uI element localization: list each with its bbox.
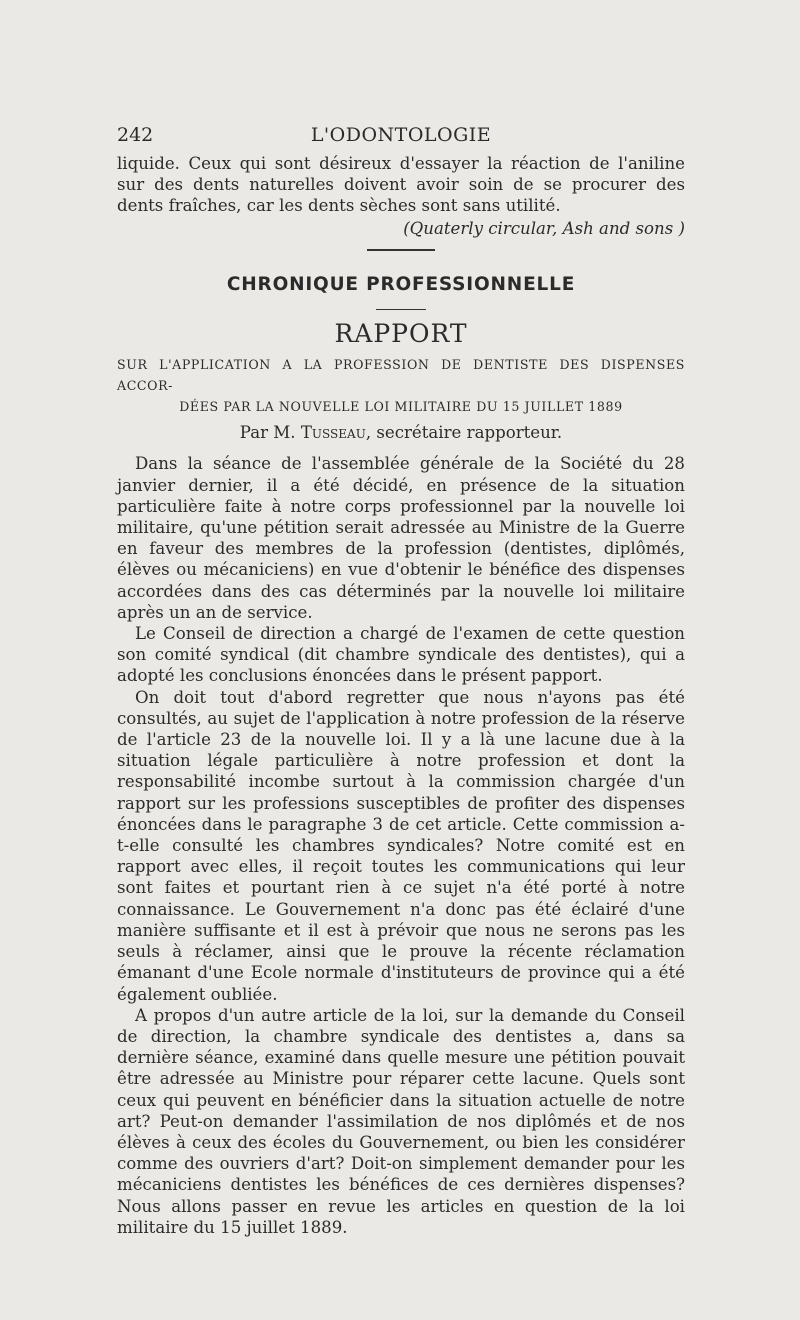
paragraph-3: On doit tout d'abord regretter que nous n'ayons pas été consultés, au sujet de l'application à notre profession de la réserve de l'article 23 de la nouvelle loi. Il y a là une lacune due à la situation légale particulière à notre profession et dont la responsabilité incombe surtout à la commission chargée d'un rapport sur les professions susceptibles de profiter des dispenses énoncées dans le paragraphe 3 de cet article. Cette commission a-t-elle consulté les chambres syndicales? Notre comité est en rapport avec elles, il reçoit toutes les communications qui leur sont faites et pourtant rien à ce sujet n'a été porté à notre connaissance. Le Gouvernement n'a donc pas été éclairé d'une manière suffisante et il est à prévoir que nous ne serons pas les seuls à réclamer, ainsi que le prouve la récente réclamation émanant d'une Ecole normale d'instituteurs de province qui a été également oubliée.: [117, 687, 685, 1004]
section-title: CHRONIQUE PROFESSIONNELLE: [226, 273, 576, 295]
title-divider: [376, 309, 426, 310]
byline-prefix: Par M.: [239, 423, 296, 443]
intro-paragraph: liquide. Ceux qui sont désireux d'essayer la réaction de l'aniline sur des dents naturelles doivent avoir soin de se procurer des dents fraîches, car les dents sèches sont sans utilité.: [117, 154, 685, 216]
paragraph-4: A propos d'un autre article de la loi, sur la demande du Conseil de direction, la chambre syndicale des dentistes a, dans sa dernière séance, examiné dans quelle mesure une pétition pouvait être adressée au Ministre pour réparer cette lacune. Quels sont ceux qui peuvent en bénéficier dans la situation actuelle de notre art? Peut-on demander l'assimilation de nos diplômés et de nos élèves à ceux des écoles du Gouvernement, ou bien les considérer comme des ouvriers d'art? Doit-on simplement demander pour les mécaniciens dentistes les bénéfices de ces dernières dispenses? Nous allons passer en revue les articles en question de la loi militaire du 15 juillet 1889.: [117, 1005, 685, 1237]
author-name: Tusseau: [300, 423, 366, 443]
article-title: RAPPORT: [334, 319, 468, 349]
journal-title: L'ODONTOLOGIE: [310, 124, 492, 146]
section-divider: [367, 249, 435, 251]
paragraph-2: Le Conseil de direction a chargé de l'examen de cette question son comité syndical (dit chambre syndicale des dentistes), qui a adopté les conclusions énoncées dans le présent papport.: [117, 624, 685, 686]
byline: [117, 422, 685, 443]
article-subtitle: [117, 354, 685, 417]
source-citation: (Quaterly circular, Ash and sons ): [403, 218, 685, 238]
byline-suffix: , secrétaire rapporteur.: [365, 423, 563, 443]
subtitle-line-2: DÉES PAR LA NOUVELLE LOI MILITAIRE DU 15 JUILLET 1889: [179, 399, 623, 415]
subtitle-line-1: SUR L'APPLICATION A LA PROFESSION DE DENTISTE DES DISPENSES ACCOR-: [117, 357, 685, 394]
running-header: [117, 124, 685, 152]
page-body: [117, 153, 685, 1238]
paragraph-1: Dans la séance de l'assemblée générale de la Société du 28 janvier dernier, il a été décidé, en présence de la situation particulière faite à notre corps professionnel par la nouvelle loi militaire, qu'une pétition serait adressée au Ministre de la Guerre en faveur des membres de la profession (dentistes, diplômés, élèves ou mécaniciens) en vue d'obtenir le bénéfice des dispenses accordées dans des cas déterminés par la nouvelle loi militaire après un an de service.: [117, 454, 685, 622]
page-number: 242: [117, 124, 154, 146]
